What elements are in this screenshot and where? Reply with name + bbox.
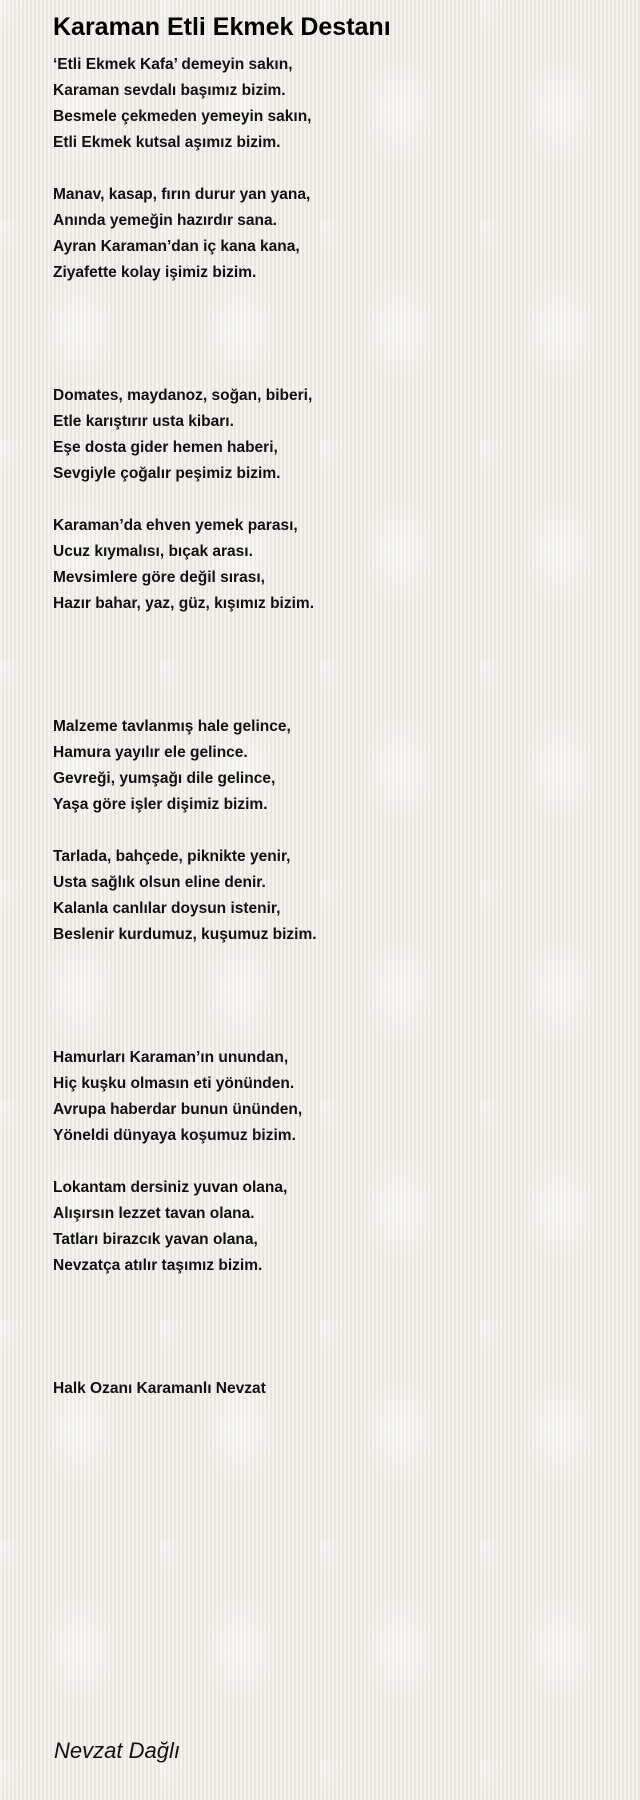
poem-line: Ucuz kıymalısı, bıçak arası. xyxy=(53,543,253,560)
poem-line: Alışırsın lezzet tavan olana. xyxy=(53,1205,255,1222)
poem-line: Yaşa göre işler dişimiz bizim. xyxy=(53,796,268,813)
section-spacer xyxy=(53,948,613,1045)
stanza-2 xyxy=(53,182,613,286)
poem-line: Besmele çekmeden yemeyin sakın, xyxy=(53,108,312,125)
stanza-3 xyxy=(53,383,613,487)
poem-line: Hamurları Karaman’ın unundan, xyxy=(53,1049,289,1066)
poem-line: Malzeme tavlanmış hale gelince, xyxy=(53,718,291,735)
stanza-spacer xyxy=(53,1149,613,1175)
stanza-4 xyxy=(53,513,613,617)
stanza-spacer xyxy=(53,156,613,182)
stanza-6 xyxy=(53,844,613,948)
poem-line: Usta sağlık olsun eline denir. xyxy=(53,874,266,891)
poem-line: Yöneldi dünyaya koşumuz bizim. xyxy=(53,1127,296,1144)
poem-line: Ayran Karaman’dan iç kana kana, xyxy=(53,238,300,255)
poem-line: Ziyafette kolay işimiz bizim. xyxy=(53,264,257,281)
poem-line: Mevsimlere göre değil sırası, xyxy=(53,569,265,586)
poem-title: Karaman Etli Ekmek Destanı xyxy=(53,13,391,41)
poem-line: Anında yemeğin hazırdır sana. xyxy=(53,212,277,229)
poem-line: Lokantam dersiniz yuvan olana, xyxy=(53,1179,288,1196)
poem-line: Domates, maydanoz, soğan, biberi, xyxy=(53,387,313,404)
poem-line: ‘Etli Ekmek Kafa’ demeyin sakın, xyxy=(53,56,293,73)
poem-line: Kalanla canlılar doysun istenir, xyxy=(53,900,281,917)
poem-line: Etli Ekmek kutsal aşımız bizim. xyxy=(53,134,281,151)
poem-container xyxy=(53,12,613,1402)
poem-line: Hiç kuşku olmasın eti yönünden. xyxy=(53,1075,295,1092)
section-spacer xyxy=(53,617,613,714)
poem-line: Nevzatça atılır taşımız bizim. xyxy=(53,1257,263,1274)
poem-line: Manav, kasap, fırın durur yan yana, xyxy=(53,186,311,203)
stanza-8 xyxy=(53,1175,613,1279)
section-spacer xyxy=(53,286,613,383)
author-signature: Nevzat Dağlı xyxy=(54,1738,180,1763)
poem-line: Gevreği, yumşağı dile gelince, xyxy=(53,770,276,787)
poem-line: Karaman’da ehven yemek parası, xyxy=(53,517,298,534)
poem-line: Avrupa haberdar bunun ününden, xyxy=(53,1101,303,1118)
poem-line: Sevgiyle çoğalır peşimiz bizim. xyxy=(53,465,281,482)
section-spacer xyxy=(53,1279,613,1376)
stanza-spacer xyxy=(53,818,613,844)
poem-line: Etle karıştırır usta kibarı. xyxy=(53,413,234,430)
poem-line: Tarlada, bahçede, piknikte yenir, xyxy=(53,848,291,865)
poem-line: Hamura yayılır ele gelince. xyxy=(53,744,248,761)
stanza-7 xyxy=(53,1045,613,1149)
stanza-spacer xyxy=(53,487,613,513)
stanza-5 xyxy=(53,714,613,818)
poem-line: Tatları birazcık yavan olana, xyxy=(53,1231,258,1248)
poem-line: Eşe dosta gider hemen haberi, xyxy=(53,439,278,456)
stanza-1 xyxy=(53,52,613,156)
poem-line: Beslenir kurdumuz, kuşumuz bizim. xyxy=(53,926,317,943)
poem-line: Hazır bahar, yaz, güz, kışımız bizim. xyxy=(53,595,314,612)
poem-author-line: Halk Ozanı Karamanlı Nevzat xyxy=(53,1380,266,1397)
poem-line: Karaman sevdalı başımız bizim. xyxy=(53,82,286,99)
